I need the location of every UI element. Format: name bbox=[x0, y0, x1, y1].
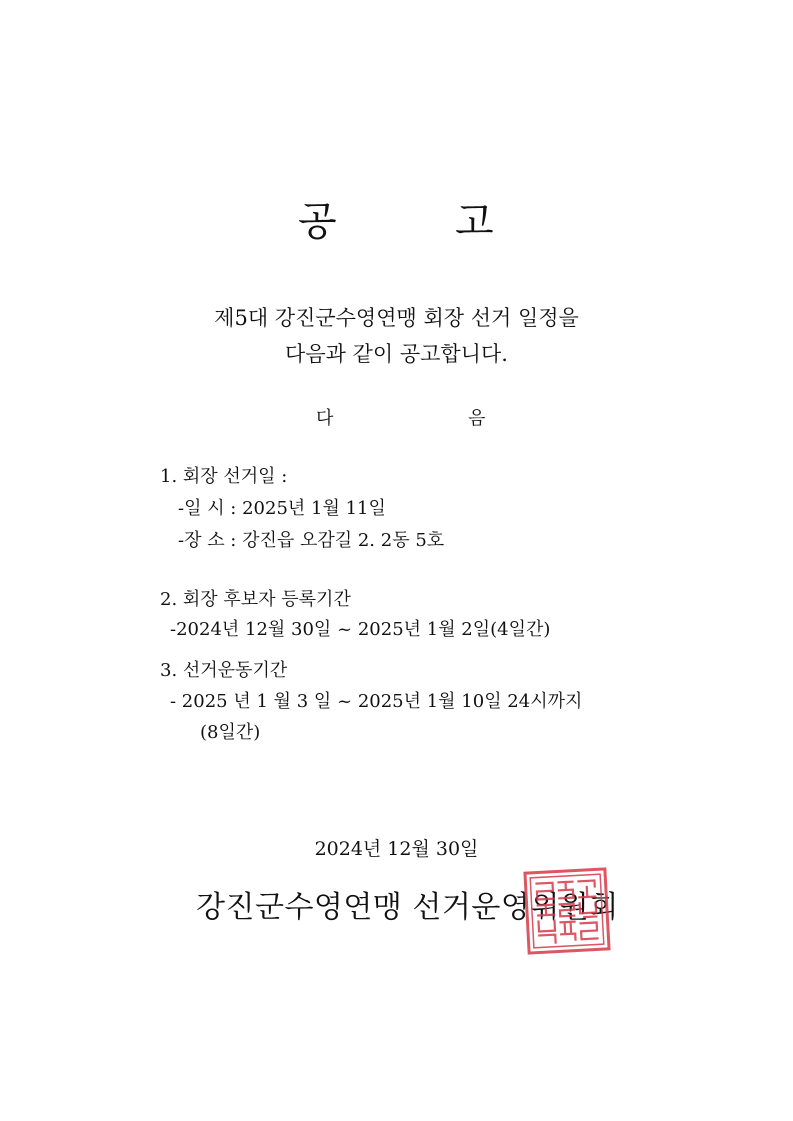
election-day-heading: 1. 회장 선거일 : bbox=[160, 466, 288, 487]
intro-line-2: 다음과 같이 공고합니다. bbox=[285, 342, 508, 366]
campaign-days: (8일간) bbox=[200, 722, 261, 743]
intro-line-1: 제5대 강진군수영연맹 회장 선거 일정을 bbox=[214, 306, 579, 330]
registration-heading: 2. 회장 후보자 등록기간 bbox=[160, 589, 351, 610]
election-place: -장 소 : 강진읍 오감길 2. 2동 5호 bbox=[178, 530, 445, 551]
details-heading-second: 음 bbox=[468, 408, 486, 429]
election-datetime: -일 시 : 2025년 1월 11일 bbox=[178, 498, 386, 519]
notice-date: 2024년 12월 30일 bbox=[314, 838, 479, 860]
details-heading-first: 다 bbox=[316, 408, 334, 429]
official-seal-icon bbox=[522, 866, 612, 956]
campaign-period: - 2025 년 1 월 3 일 ~ 2025년 1월 10일 24시까지 bbox=[170, 691, 583, 712]
registration-period: -2024년 12월 30일 ~ 2025년 1월 2일(4일간) bbox=[170, 619, 551, 640]
title-char-second: 고 bbox=[455, 199, 494, 245]
title-char-first: 공 bbox=[298, 199, 337, 245]
organization-name: 강진군수영연맹 선거운영위원회 bbox=[196, 890, 619, 925]
campaign-heading: 3. 선거운동기간 bbox=[160, 660, 288, 681]
